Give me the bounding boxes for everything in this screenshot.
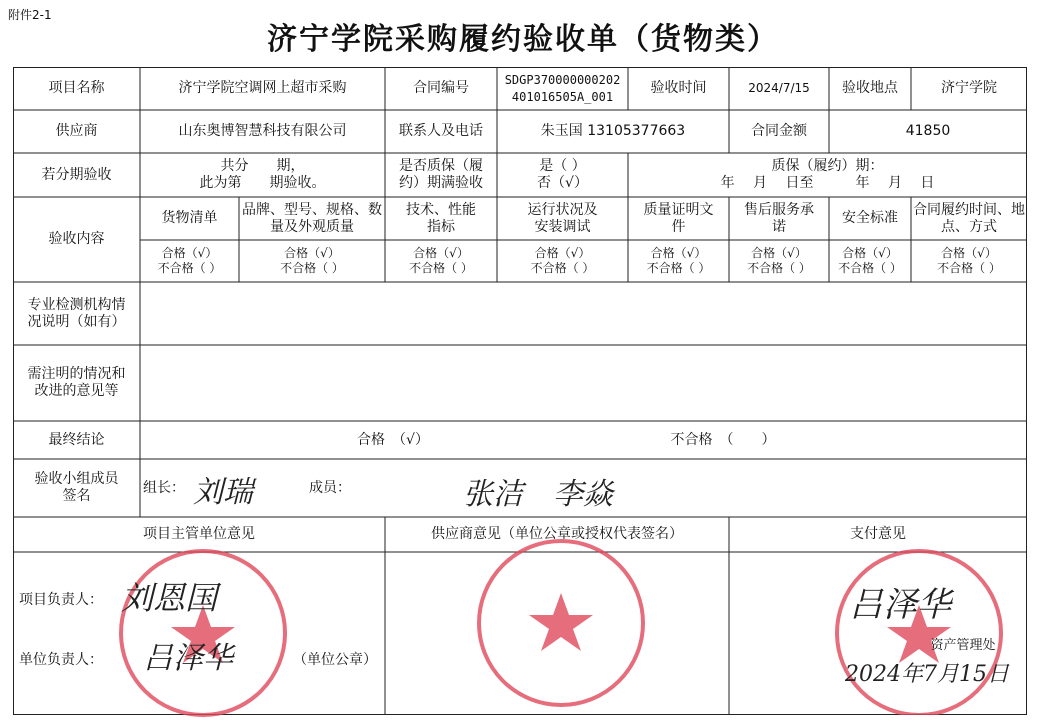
warranty-choice <box>497 153 628 197</box>
acceptance-form-table <box>13 67 1027 715</box>
project-name-value: 济宁学院空调网上超市采购 <box>178 80 347 96</box>
fail-option: 不合格（ ） <box>409 261 473 275</box>
contract-no-line-2: 401016505A_001 <box>511 89 614 104</box>
contract-no-label: 合同编号 <box>413 80 469 96</box>
contract-no-value <box>497 67 628 110</box>
fail-option: 不合格（ ） <box>530 261 595 275</box>
result-operation <box>497 240 628 282</box>
member-signature: 张洁 李焱 <box>463 477 613 512</box>
amount-label: 合同金额 <box>751 123 807 139</box>
testing-agency-label: 专业检测机构情况说明（如有） <box>27 296 126 330</box>
result-safety <box>829 240 911 282</box>
fail-option: 不合格（ ） <box>838 261 902 275</box>
pass-option: 合格（√） <box>534 246 591 260</box>
accept-time-label: 验收时间 <box>650 80 707 96</box>
pass-option: 合格（√） <box>650 246 707 260</box>
supplier-value: 山东奥博智慧科技有限公司 <box>178 123 347 139</box>
fail-option: 不合格（ ） <box>157 261 222 275</box>
pass-option: 合格（√） <box>751 246 807 260</box>
project-owner-label: 项目负责人： <box>19 591 103 608</box>
supplier-opinion-header: 供应商意见（单位公章或授权代表签名） <box>431 526 683 542</box>
warranty-period-label: 质保（履约）期： <box>771 158 884 174</box>
contact-label: 联系人及电话 <box>399 123 483 139</box>
page-title: 济宁学院采购履约验收单（货物类） <box>267 22 779 57</box>
result-brand-model <box>239 240 385 282</box>
leader-label: 组长： <box>143 479 185 496</box>
remarks-label: 需注明的情况和改进的意见等 <box>27 366 126 399</box>
payment-opinion-header: 支付意见 <box>850 526 906 542</box>
stage-text <box>140 153 385 197</box>
warranty-yes: 是（ ） <box>539 158 586 174</box>
supplier-seal-stamp <box>471 533 651 713</box>
unit-owner-label: 单位负责人： <box>19 651 103 668</box>
result-quality-cert <box>628 240 729 282</box>
pass-option: 合格（√） <box>941 246 997 260</box>
warranty-period <box>628 153 1027 197</box>
warranty-no: 否（√） <box>537 175 588 191</box>
amount-value: 41850 <box>905 123 951 139</box>
stage-label: 若分期验收 <box>41 166 112 183</box>
pass-option: 合格（√） <box>842 246 898 260</box>
payment-office: 资产管理处 <box>930 637 996 653</box>
project-owner-signature: 刘恩国 <box>121 579 218 617</box>
fail-option: 不合格（ ） <box>280 261 344 275</box>
supplier-label: 供应商 <box>55 123 98 139</box>
signature-label: 验收小组成员签名 <box>34 471 119 504</box>
item-brand-model: 品牌、型号、规格、数量及外观质量 <box>242 201 382 235</box>
payment-date: 2024年7月15日 <box>845 662 1009 687</box>
member-label: 成员： <box>309 479 351 496</box>
warranty-period-range: 年 月 日至 年 月 日 <box>720 175 935 191</box>
accept-place-label: 验收地点 <box>842 80 898 96</box>
final-pass: 合格 （√） <box>357 431 429 448</box>
fail-option: 不合格（ ） <box>646 261 711 275</box>
final-conclusion-label: 最终结论 <box>48 431 105 448</box>
item-after-sales: 售后服务承诺 <box>744 201 814 235</box>
contract-no-line-1: SDGP370000000202 <box>504 72 621 87</box>
result-technical <box>385 240 497 282</box>
pass-option: 合格（√） <box>161 246 218 260</box>
content-label: 验收内容 <box>48 231 105 247</box>
accept-time-value: 2024/7/15 <box>748 81 810 95</box>
unit-opinion-header: 项目主管单位意见 <box>143 526 255 542</box>
contact-value: 朱玉国 13105377663 <box>540 123 686 139</box>
stage-text-line-1: 共分 期， <box>220 158 305 174</box>
item-goods-list: 货物清单 <box>161 210 218 226</box>
finance-seal-stamp <box>829 543 1009 715</box>
item-operation: 运行状况及安装调试 <box>527 201 598 235</box>
pass-option: 合格（√） <box>413 246 469 260</box>
leader-signature: 刘瑞 <box>193 475 253 510</box>
result-contract-time <box>911 240 1027 282</box>
attachment-label: 附件2-1 <box>8 8 52 22</box>
project-name-label: 项目名称 <box>48 80 105 96</box>
final-fail: 不合格 （ ） <box>670 431 776 448</box>
pass-option: 合格（√） <box>284 246 340 260</box>
unit-seal-note: （单位公章） <box>293 651 377 668</box>
item-contract-time: 合同履约时间、地点、方式 <box>913 201 1025 235</box>
result-after-sales <box>729 240 829 282</box>
item-technical: 技术、性能指标 <box>406 201 476 235</box>
accept-place-value: 济宁学院 <box>941 80 997 96</box>
stage-text-line-2: 此为第 期验收。 <box>199 175 326 191</box>
warranty-label: 是否质保（履约）期满验收 <box>399 158 483 191</box>
item-quality-cert: 质量证明文件 <box>643 201 714 235</box>
payment-signature: 吕泽华 <box>849 585 951 625</box>
unit-owner-signature: 吕泽华 <box>143 641 233 676</box>
fail-option: 不合格（ ） <box>937 261 1001 275</box>
fail-option: 不合格（ ） <box>747 261 811 275</box>
result-goods-list <box>140 240 239 282</box>
item-safety: 安全标准 <box>842 210 898 226</box>
